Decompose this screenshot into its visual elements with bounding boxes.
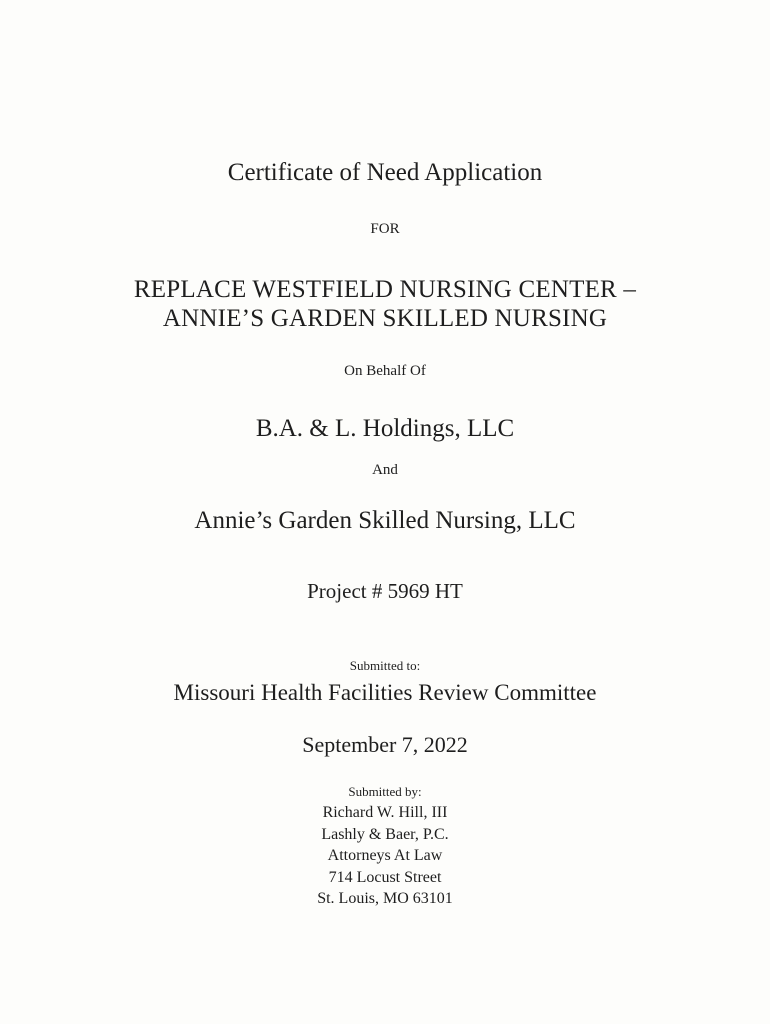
- contact-street: 714 Locust Street: [328, 868, 442, 886]
- contact-city: St. Louis, MO 63101: [317, 890, 453, 907]
- contact-block: [0, 802, 770, 910]
- and-label: And: [372, 462, 398, 478]
- contact-name: Richard W. Hill, III: [322, 804, 448, 821]
- for-label: FOR: [370, 221, 400, 237]
- submitted-to-label: Submitted to:: [349, 658, 421, 673]
- submitted-by-label: Submitted by:: [348, 784, 422, 799]
- project-name-line-1: REPLACE WESTFIELD NURSING CENTER –: [133, 276, 637, 303]
- applicant-name-1: B.A. & L. Holdings, LLC: [255, 415, 515, 442]
- project-number: Project # 5969 HT: [307, 579, 463, 603]
- contact-title: Attorneys At Law: [327, 847, 443, 864]
- on-behalf-label: On Behalf Of: [344, 363, 426, 379]
- applicant-name-2: Annie’s Garden Skilled Nursing, LLC: [194, 507, 576, 534]
- submission-date: September 7, 2022: [302, 732, 468, 757]
- document-title: Certificate of Need Application: [227, 159, 543, 186]
- committee-name: Missouri Health Facilities Review Committee: [173, 680, 597, 705]
- project-name-line-2: ANNIE’S GARDEN SKILLED NURSING: [162, 305, 608, 332]
- contact-firm: Lashly & Baer, P.C.: [321, 825, 449, 843]
